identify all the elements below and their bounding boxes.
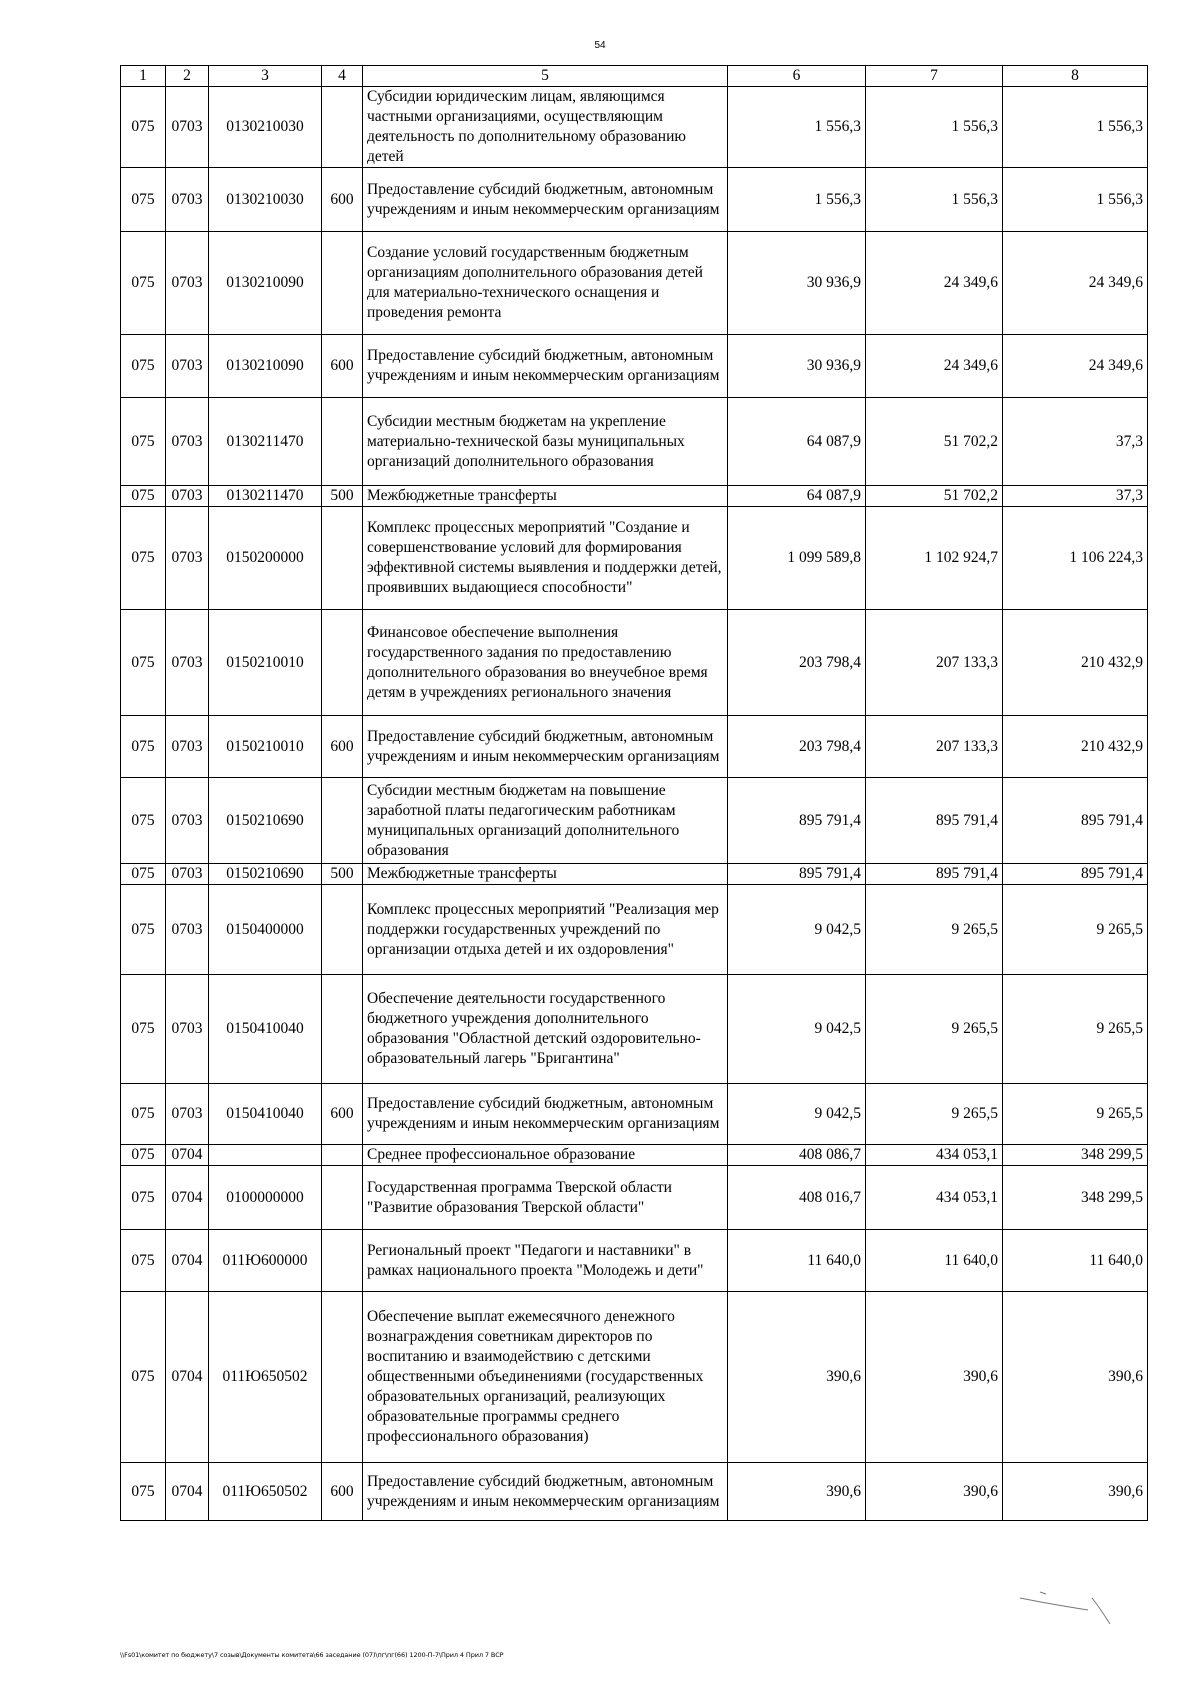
cell-value-col8: 9 265,5 — [1003, 885, 1148, 975]
cell-expense-type — [322, 610, 363, 716]
table-row — [121, 1166, 1148, 1230]
cell-subsection-code: 0703 — [166, 232, 209, 335]
table-row — [121, 975, 1148, 1084]
cell-subsection-code: 0703 — [166, 975, 209, 1084]
cell-value-col8: 210 432,9 — [1003, 610, 1148, 716]
cell-subsection-code: 0703 — [166, 168, 209, 232]
cell-value-col6: 895 791,4 — [728, 864, 866, 885]
cell-value-col7: 9 265,5 — [866, 1084, 1003, 1145]
cell-target-article: 0150210010 — [209, 716, 322, 778]
cell-value-col7: 24 349,6 — [866, 335, 1003, 398]
cell-value-col6: 390,6 — [728, 1292, 866, 1463]
cell-target-article: 011Ю650502 — [209, 1463, 322, 1521]
cell-expense-type — [322, 885, 363, 975]
cell-value-col6: 64 087,9 — [728, 486, 866, 507]
cell-expense-type — [322, 398, 363, 486]
cell-value-col6: 30 936,9 — [728, 335, 866, 398]
cell-target-article: 0150210690 — [209, 864, 322, 885]
cell-value-col7: 1 556,3 — [866, 87, 1003, 168]
cell-value-col8: 348 299,5 — [1003, 1166, 1148, 1230]
column-header: 8 — [1003, 66, 1148, 87]
cell-expense-type — [322, 975, 363, 1084]
cell-value-col6: 408 016,7 — [728, 1166, 866, 1230]
cell-subsection-code: 0704 — [166, 1292, 209, 1463]
table-row — [121, 486, 1148, 507]
table-row — [121, 507, 1148, 610]
column-header: 1 — [121, 66, 166, 87]
table-body — [121, 87, 1148, 1521]
cell-expense-type — [322, 1230, 363, 1292]
cell-description: Региональный проект "Педагоги и наставники" в рамках национального проекта "Молодежь и дети" — [363, 1230, 728, 1292]
cell-description: Комплекс процессных мероприятий "Реализация мер поддержки государственных учреждений по организации отдыха детей и их оздоровления" — [363, 885, 728, 975]
table-row — [121, 1463, 1148, 1521]
cell-value-col6: 203 798,4 — [728, 610, 866, 716]
cell-value-col6: 9 042,5 — [728, 885, 866, 975]
cell-value-col8: 895 791,4 — [1003, 864, 1148, 885]
cell-target-article: 0130211470 — [209, 486, 322, 507]
cell-subsection-code: 0703 — [166, 486, 209, 507]
cell-value-col7: 390,6 — [866, 1292, 1003, 1463]
budget-table — [120, 65, 1148, 1521]
cell-subsection-code: 0703 — [166, 87, 209, 168]
cell-section-code: 075 — [121, 232, 166, 335]
cell-value-col8: 24 349,6 — [1003, 335, 1148, 398]
cell-expense-type: 600 — [322, 716, 363, 778]
cell-value-col7: 11 640,0 — [866, 1230, 1003, 1292]
table-row — [121, 778, 1148, 864]
cell-target-article: 0150210690 — [209, 778, 322, 864]
cell-value-col6: 64 087,9 — [728, 398, 866, 486]
page-number: 54 — [594, 40, 606, 51]
cell-value-col8: 11 640,0 — [1003, 1230, 1148, 1292]
cell-subsection-code: 0703 — [166, 885, 209, 975]
cell-section-code: 075 — [121, 87, 166, 168]
cell-value-col7: 390,6 — [866, 1463, 1003, 1521]
cell-value-col8: 37,3 — [1003, 486, 1148, 507]
cell-description: Предоставление субсидий бюджетным, автономным учреждениям и иным некоммерческим организациям — [363, 1084, 728, 1145]
cell-subsection-code: 0703 — [166, 507, 209, 610]
cell-value-col6: 1 556,3 — [728, 87, 866, 168]
table-row — [121, 335, 1148, 398]
cell-expense-type — [322, 1292, 363, 1463]
cell-section-code: 075 — [121, 1292, 166, 1463]
column-header: 5 — [363, 66, 728, 87]
cell-description: Субсидии местным бюджетам на повышение заработной платы педагогическим работникам муниципальных организаций дополнительного образования — [363, 778, 728, 864]
table-row — [121, 1230, 1148, 1292]
cell-value-col7: 207 133,3 — [866, 610, 1003, 716]
cell-subsection-code: 0703 — [166, 610, 209, 716]
cell-value-col6: 408 086,7 — [728, 1145, 866, 1166]
cell-value-col6: 390,6 — [728, 1463, 866, 1521]
cell-value-col8: 9 265,5 — [1003, 1084, 1148, 1145]
cell-target-article: 0100000000 — [209, 1166, 322, 1230]
cell-expense-type — [322, 232, 363, 335]
cell-section-code: 075 — [121, 885, 166, 975]
cell-section-code: 075 — [121, 335, 166, 398]
cell-target-article: 0130211470 — [209, 398, 322, 486]
header-row — [121, 66, 1148, 87]
table-row — [121, 398, 1148, 486]
cell-description: Предоставление субсидий бюджетным, автономным учреждениям и иным некоммерческим организациям — [363, 716, 728, 778]
cell-value-col7: 51 702,2 — [866, 398, 1003, 486]
cell-description: Создание условий государственным бюджетным организациям дополнительного образования детей для материально-технического оснащения и проведения ремонта — [363, 232, 728, 335]
table-row — [121, 885, 1148, 975]
cell-value-col8: 1 556,3 — [1003, 168, 1148, 232]
cell-value-col8: 390,6 — [1003, 1463, 1148, 1521]
cell-description: Межбюджетные трансферты — [363, 486, 728, 507]
cell-value-col7: 434 053,1 — [866, 1166, 1003, 1230]
cell-target-article: 011Ю600000 — [209, 1230, 322, 1292]
cell-description: Субсидии местным бюджетам на укрепление материально-технической базы муниципальных организаций дополнительного образования — [363, 398, 728, 486]
cell-section-code: 075 — [121, 1084, 166, 1145]
table-row — [121, 168, 1148, 232]
cell-description: Финансовое обеспечение выполнения государственного задания по предоставлению дополнительного образования во внеучебное время детям в учреждениях регионального значения — [363, 610, 728, 716]
cell-value-col7: 9 265,5 — [866, 975, 1003, 1084]
cell-description: Предоставление субсидий бюджетным, автономным учреждениям и иным некоммерческим организациям — [363, 1463, 728, 1521]
file-path-footer: \\Fs01\комитет по бюджету\7 созыв\Документы комитета\66 заседание (07)\пг\пг(66) 1200-П-7\Прил 4 Прил 7 ВСР — [120, 1651, 504, 1659]
cell-subsection-code: 0703 — [166, 864, 209, 885]
cell-description: Обеспечение выплат ежемесячного денежного вознаграждения советникам директоров по воспитанию и взаимодействию с детскими общественными объединениями (государственных образовательных организаций, реализующих образовательные программы среднего профессионального образования) — [363, 1292, 728, 1463]
cell-subsection-code: 0703 — [166, 1084, 209, 1145]
column-header: 6 — [728, 66, 866, 87]
cell-value-col7: 51 702,2 — [866, 486, 1003, 507]
table-row — [121, 610, 1148, 716]
cell-target-article: 0150410040 — [209, 1084, 322, 1145]
cell-value-col8: 24 349,6 — [1003, 232, 1148, 335]
cell-value-col6: 11 640,0 — [728, 1230, 866, 1292]
cell-value-col8: 348 299,5 — [1003, 1145, 1148, 1166]
cell-subsection-code: 0703 — [166, 398, 209, 486]
cell-section-code: 075 — [121, 610, 166, 716]
cell-section-code: 075 — [121, 716, 166, 778]
cell-value-col7: 9 265,5 — [866, 885, 1003, 975]
cell-subsection-code: 0703 — [166, 335, 209, 398]
cell-value-col8: 895 791,4 — [1003, 778, 1148, 864]
cell-section-code: 075 — [121, 507, 166, 610]
cell-expense-type — [322, 778, 363, 864]
table-row — [121, 1292, 1148, 1463]
cell-section-code: 075 — [121, 1145, 166, 1166]
cell-section-code: 075 — [121, 1166, 166, 1230]
cell-expense-type — [322, 87, 363, 168]
cell-value-col8: 37,3 — [1003, 398, 1148, 486]
cell-section-code: 075 — [121, 864, 166, 885]
cell-value-col8: 390,6 — [1003, 1292, 1148, 1463]
cell-target-article: 0150400000 — [209, 885, 322, 975]
cell-expense-type: 600 — [322, 335, 363, 398]
cell-expense-type: 500 — [322, 864, 363, 885]
column-header: 2 — [166, 66, 209, 87]
cell-expense-type: 600 — [322, 1463, 363, 1521]
cell-target-article: 0150410040 — [209, 975, 322, 1084]
cell-value-col6: 1 099 589,8 — [728, 507, 866, 610]
cell-value-col8: 210 432,9 — [1003, 716, 1148, 778]
cell-target-article — [209, 1145, 322, 1166]
cell-expense-type — [322, 1166, 363, 1230]
cell-value-col6: 9 042,5 — [728, 975, 866, 1084]
cell-section-code: 075 — [121, 975, 166, 1084]
cell-description: Предоставление субсидий бюджетным, автономным учреждениям и иным некоммерческим организациям — [363, 168, 728, 232]
cell-value-col7: 1 556,3 — [866, 168, 1003, 232]
cell-value-col8: 1 556,3 — [1003, 87, 1148, 168]
cell-section-code: 075 — [121, 168, 166, 232]
cell-subsection-code: 0704 — [166, 1230, 209, 1292]
cell-description: Государственная программа Тверской области "Развитие образования Тверской области" — [363, 1166, 728, 1230]
table-row — [121, 1084, 1148, 1145]
cell-value-col8: 1 106 224,3 — [1003, 507, 1148, 610]
cell-section-code: 075 — [121, 1463, 166, 1521]
cell-target-article: 0130210030 — [209, 168, 322, 232]
cell-section-code: 075 — [121, 778, 166, 864]
cell-value-col7: 434 053,1 — [866, 1145, 1003, 1166]
column-header: 7 — [866, 66, 1003, 87]
cell-expense-type: 600 — [322, 1084, 363, 1145]
cell-value-col6: 30 936,9 — [728, 232, 866, 335]
cell-value-col7: 1 102 924,7 — [866, 507, 1003, 610]
cell-expense-type — [322, 1145, 363, 1166]
cell-subsection-code: 0704 — [166, 1145, 209, 1166]
cell-description: Субсидии юридическим лицам, являющимся частными организациями, осуществляющим деятельность по дополнительному образованию детей — [363, 87, 728, 168]
cell-target-article: 0150200000 — [209, 507, 322, 610]
cell-target-article: 0130210090 — [209, 232, 322, 335]
table-row — [121, 864, 1148, 885]
pencil-mark-icon — [1010, 1580, 1130, 1630]
cell-value-col6: 203 798,4 — [728, 716, 866, 778]
column-header: 4 — [322, 66, 363, 87]
table-row — [121, 232, 1148, 335]
cell-value-col6: 9 042,5 — [728, 1084, 866, 1145]
cell-value-col7: 895 791,4 — [866, 778, 1003, 864]
cell-section-code: 075 — [121, 1230, 166, 1292]
cell-subsection-code: 0704 — [166, 1463, 209, 1521]
cell-value-col6: 1 556,3 — [728, 168, 866, 232]
cell-target-article: 0130210030 — [209, 87, 322, 168]
cell-description: Среднее профессиональное образование — [363, 1145, 728, 1166]
cell-section-code: 075 — [121, 486, 166, 507]
cell-expense-type — [322, 507, 363, 610]
cell-description: Комплекс процессных мероприятий "Создание и совершенствование условий для формирования эффективной системы выявления и поддержки детей, проявивших выдающиеся способности" — [363, 507, 728, 610]
cell-description: Межбюджетные трансферты — [363, 864, 728, 885]
cell-target-article: 0130210090 — [209, 335, 322, 398]
cell-subsection-code: 0703 — [166, 716, 209, 778]
table-row — [121, 1145, 1148, 1166]
cell-target-article: 011Ю650502 — [209, 1292, 322, 1463]
cell-description: Обеспечение деятельности государственного бюджетного учреждения дополнительного образования "Областной детский оздоровительно-образовательный лагерь "Бригантина" — [363, 975, 728, 1084]
cell-description: Предоставление субсидий бюджетным, автономным учреждениям и иным некоммерческим организациям — [363, 335, 728, 398]
cell-section-code: 075 — [121, 398, 166, 486]
cell-expense-type: 500 — [322, 486, 363, 507]
table-row — [121, 87, 1148, 168]
cell-value-col7: 895 791,4 — [866, 864, 1003, 885]
cell-value-col6: 895 791,4 — [728, 778, 866, 864]
column-header: 3 — [209, 66, 322, 87]
cell-value-col8: 9 265,5 — [1003, 975, 1148, 1084]
cell-subsection-code: 0704 — [166, 1166, 209, 1230]
table-row — [121, 716, 1148, 778]
cell-subsection-code: 0703 — [166, 778, 209, 864]
cell-target-article: 0150210010 — [209, 610, 322, 716]
cell-value-col7: 207 133,3 — [866, 716, 1003, 778]
cell-value-col7: 24 349,6 — [866, 232, 1003, 335]
cell-expense-type: 600 — [322, 168, 363, 232]
